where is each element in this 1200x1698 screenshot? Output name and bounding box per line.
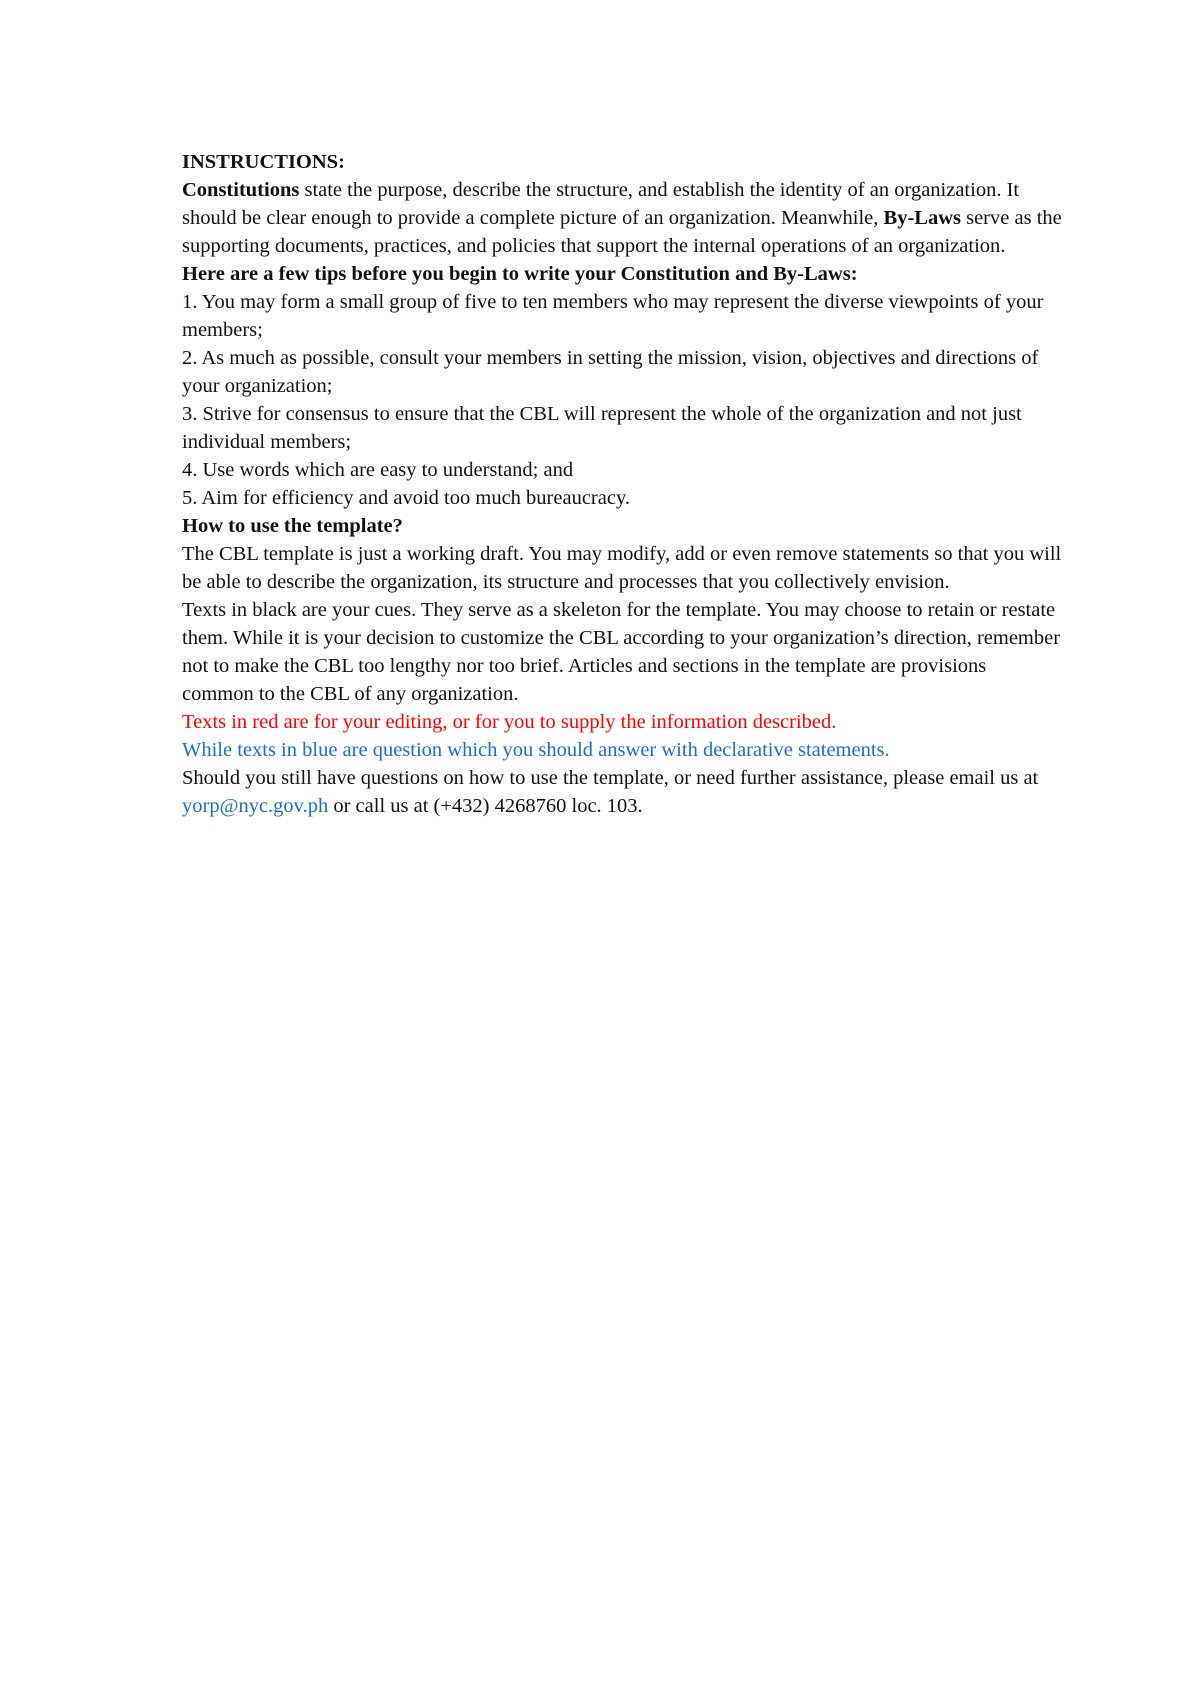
- template-paragraph-1: The CBL template is just a working draft. You may modify, add or even remove statements so that you will be able to describe the organization, its structure and processes that you collectively envision.: [182, 543, 1062, 593]
- tip-item: 1. You may form a small group of five to ten members who may represent the diverse viewpoints of your members;: [182, 291, 1044, 341]
- tip-item: 3. Strive for consensus to ensure that the CBL will represent the whole of the organization and not just individual members;: [182, 403, 1022, 453]
- intro-text-2: serve as the supporting documents, practices, and policies that support the internal operations of an organization.: [182, 207, 1062, 257]
- template-heading: How to use the template?: [182, 515, 403, 537]
- instructions-section: [182, 148, 1062, 820]
- tips-list: [182, 288, 1062, 512]
- red-note: Texts in red are for your editing, or for you to supply the information described.: [182, 711, 837, 733]
- tip-item: 4. Use words which are easy to understand; and: [182, 459, 574, 481]
- bylaws-term: By-Laws: [883, 207, 961, 229]
- intro-paragraph: [182, 176, 1062, 260]
- tip-item: 2. As much as possible, consult your members in setting the mission, vision, objectives and directions of your organization;: [182, 347, 1039, 397]
- blue-note: While texts in blue are question which you should answer with declarative statements.: [182, 739, 890, 761]
- tips-heading: Here are a few tips before you begin to write your Constitution and By-Laws:: [182, 263, 858, 285]
- intro-text-1: state the purpose, describe the structure, and establish the identity of an organization. It should be clear enough to provide a complete picture of an organization. Meanwhile,: [182, 179, 1020, 229]
- constitutions-term: Constitutions: [182, 179, 300, 201]
- instructions-heading: INSTRUCTIONS:: [182, 151, 345, 173]
- contact-paragraph: [182, 764, 1062, 820]
- template-paragraph-2: Texts in black are your cues. They serve as a skeleton for the template. You may choose to retain or restate them. While it is your decision to customize the CBL according to your organization’s direction, remember not to make the CBL too lengthy nor too brief. Articles and sections in the template are provisions common to the CBL of any organization.: [182, 599, 1061, 705]
- contact-text-before: Should you still have questions on how to use the template, or need further assistance, please email us at: [182, 767, 1039, 789]
- email-link[interactable]: yorp@nyc.gov.ph: [182, 795, 329, 817]
- contact-text-after: or call us at (+432) 4268760 loc. 103.: [328, 795, 643, 817]
- tip-item: 5. Aim for efficiency and avoid too much bureaucracy.: [182, 487, 630, 509]
